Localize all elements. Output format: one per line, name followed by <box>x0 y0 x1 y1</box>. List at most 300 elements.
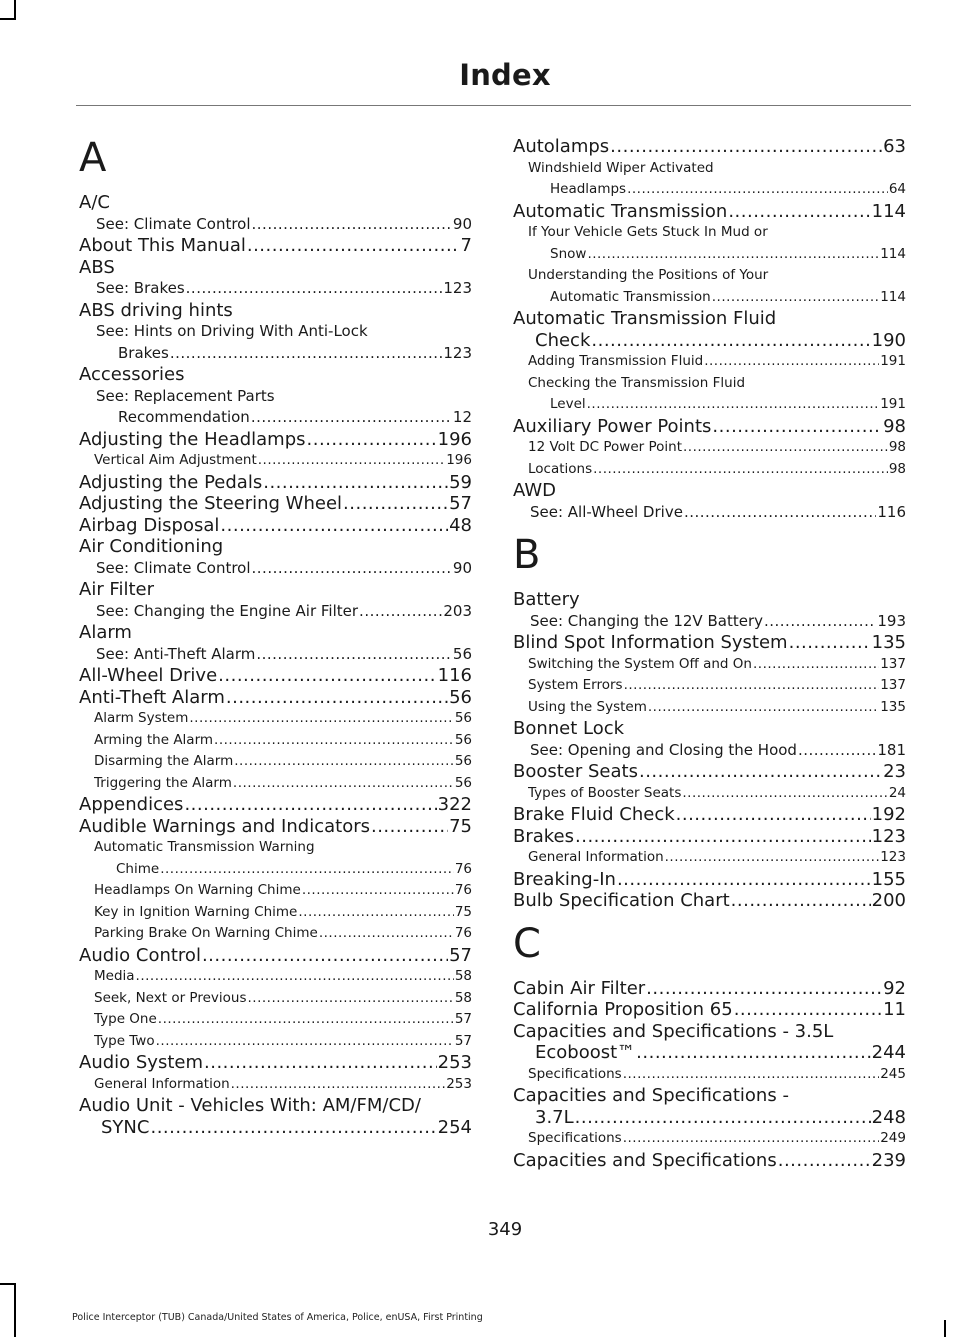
index-subentry[interactable] <box>79 321 472 364</box>
dot-leader <box>798 740 876 762</box>
entry-text: See: Climate Control <box>96 214 251 233</box>
index-subentry[interactable] <box>79 1031 472 1053</box>
entry-text: About This Manual <box>79 235 246 256</box>
entry-text: Capacities and Specifications - 3.5L <box>513 1020 834 1042</box>
entry-text: 12 Volt DC Power Point <box>528 439 682 455</box>
page-ref: 75 <box>454 903 472 920</box>
dot-leader <box>712 416 882 438</box>
index-entry[interactable] <box>513 480 906 502</box>
dot-leader <box>371 816 448 838</box>
page-ref: 322 <box>437 794 472 815</box>
dot-leader <box>610 136 882 158</box>
index-entry[interactable] <box>79 687 472 709</box>
index-entry[interactable] <box>79 665 472 687</box>
index-subentry[interactable] <box>513 847 906 869</box>
index-subentry[interactable] <box>79 880 472 902</box>
page-ref: 56 <box>454 753 472 769</box>
entry-text: Battery <box>513 589 580 610</box>
entry-text: Bulb Specification Chart <box>513 890 730 911</box>
entry-text: Accessories <box>79 364 185 385</box>
page-ref: 137 <box>880 655 906 672</box>
entry-text: See: All-Wheel Drive <box>530 502 683 521</box>
index-entry[interactable] <box>79 300 472 322</box>
entry-text: Checking the Transmission Fluid <box>528 374 746 391</box>
dot-leader <box>204 1052 437 1074</box>
dot-leader <box>220 515 448 537</box>
page-ref: 90 <box>452 558 472 577</box>
dot-leader <box>160 859 454 881</box>
dot-leader <box>256 644 452 666</box>
index-entry[interactable] <box>513 308 906 351</box>
page-ref: 56 <box>452 644 472 663</box>
index-subentry[interactable] <box>79 966 472 988</box>
index-entry[interactable] <box>79 493 472 515</box>
index-subentry[interactable] <box>513 222 906 265</box>
page-ref: 200 <box>871 890 906 911</box>
entry-text: Specifications <box>528 1065 622 1082</box>
index-subentry[interactable] <box>79 1074 472 1096</box>
dot-leader <box>575 826 871 848</box>
entry-text: ABS <box>79 256 115 278</box>
entry-text: General Information <box>94 1075 230 1092</box>
section-letter: C <box>513 920 541 967</box>
dot-leader <box>170 343 443 365</box>
index-entry[interactable] <box>79 536 472 558</box>
entry-text-continued: Check <box>535 329 591 351</box>
page-ref: 56 <box>454 710 472 726</box>
page-ref: 114 <box>880 245 906 262</box>
index-subentry[interactable] <box>79 902 472 924</box>
dot-leader <box>218 665 436 687</box>
crop-mark <box>0 18 16 20</box>
dot-leader <box>226 687 448 709</box>
page-ref: 24 <box>888 784 906 801</box>
page-ref: 64 <box>888 181 906 197</box>
entry-text: Key in Ignition Warning Chime <box>94 903 298 920</box>
dot-leader <box>247 988 453 1010</box>
index-subentry[interactable] <box>513 502 906 524</box>
entry-text: Brake Fluid Check <box>513 804 675 825</box>
entry-text: Brakes <box>513 825 575 847</box>
dot-leader <box>233 773 454 795</box>
entry-text: Booster Seats <box>513 761 638 782</box>
dot-leader <box>764 611 876 633</box>
index-entry[interactable] <box>79 945 472 967</box>
index-subentry[interactable] <box>513 265 906 308</box>
entry-text: See: Changing the 12V Battery <box>530 611 763 630</box>
dot-leader <box>704 351 879 373</box>
index-entry[interactable] <box>513 1021 906 1064</box>
entry-text: Blind Spot Information System <box>513 632 788 653</box>
entry-text-continued: Brakes <box>118 343 169 362</box>
entry-text: Breaking-In <box>513 868 616 890</box>
index-subentry[interactable] <box>513 373 906 416</box>
dot-leader <box>734 999 882 1021</box>
page-ref: 23 <box>883 761 906 782</box>
index-subentry[interactable] <box>513 740 906 762</box>
dot-leader <box>639 761 882 783</box>
index-subentry[interactable] <box>79 601 472 623</box>
dot-leader <box>234 751 454 773</box>
page-ref: 76 <box>454 925 472 941</box>
index-entry[interactable] <box>79 622 472 644</box>
dot-leader <box>307 429 437 451</box>
entry-text: Appendices <box>79 794 184 815</box>
index-entry[interactable] <box>513 416 906 438</box>
entry-text: Auxiliary Power Points <box>513 415 712 437</box>
dot-leader <box>158 1009 454 1031</box>
entry-text: See: Brakes <box>96 279 185 297</box>
dot-leader <box>214 730 454 752</box>
dot-leader <box>251 407 452 429</box>
entry-text: Windshield Wiper Activated <box>528 159 714 176</box>
page-ref: 155 <box>871 868 906 890</box>
dot-leader <box>665 847 880 869</box>
entry-text: Triggering the Alarm <box>94 774 232 791</box>
index-entry[interactable] <box>79 1052 472 1074</box>
page-ref: 76 <box>454 860 472 877</box>
dot-leader <box>587 244 879 266</box>
index-subentry[interactable] <box>513 675 906 697</box>
entry-text-continued: Recommendation <box>118 408 250 426</box>
page-ref: 244 <box>871 1042 906 1063</box>
dot-leader <box>184 794 436 816</box>
index-subentry[interactable] <box>513 437 906 459</box>
entry-text: All-Wheel Drive <box>79 665 218 686</box>
page-ref: 191 <box>880 353 906 369</box>
entry-text-continued: Headlamps <box>550 181 627 197</box>
crop-mark <box>14 1283 16 1337</box>
index-subentry[interactable] <box>513 1064 906 1086</box>
page-ref: 193 <box>877 611 906 630</box>
page-ref: 56 <box>454 774 472 791</box>
entry-text: Specifications <box>528 1130 622 1146</box>
page-ref: 7 <box>460 235 472 256</box>
page-ref: 58 <box>454 989 472 1006</box>
index-subentry[interactable] <box>79 730 472 752</box>
entry-text: Locations <box>528 460 593 477</box>
page-ref: 137 <box>880 677 906 693</box>
index-subentry[interactable] <box>79 773 472 795</box>
entry-text: System Errors <box>528 677 623 693</box>
entry-text: Adjusting the Headlamps <box>79 428 306 450</box>
dot-leader <box>731 890 871 912</box>
dot-leader <box>359 601 442 623</box>
dot-leader <box>683 437 888 459</box>
dot-leader <box>646 978 882 1000</box>
index-entry[interactable] <box>513 826 906 848</box>
entry-text: Using the System <box>528 698 647 715</box>
page-ref: 12 <box>452 408 472 426</box>
entry-text: See: Anti-Theft Alarm <box>96 644 256 663</box>
index-entry[interactable] <box>79 1095 472 1138</box>
index-entry[interactable] <box>79 794 472 816</box>
entry-text: Cabin Air Filter <box>513 977 646 999</box>
entry-text: Bonnet Lock <box>513 718 625 739</box>
page-ref: 181 <box>877 740 906 759</box>
entry-text: Vertical Aim Adjustment <box>94 452 257 468</box>
entry-text: See: Replacement Parts <box>96 386 275 405</box>
entry-text: If Your Vehicle Gets Stuck In Mud or <box>528 224 768 240</box>
section-letter: B <box>513 532 541 578</box>
dot-leader <box>789 632 871 654</box>
dot-leader <box>624 675 880 697</box>
page-ref: 56 <box>449 686 472 708</box>
page-ref: 239 <box>871 1149 906 1171</box>
dot-leader <box>648 697 879 719</box>
entry-text: Air Conditioning <box>79 536 224 557</box>
index-entry[interactable] <box>513 1150 906 1172</box>
page-ref: 114 <box>871 200 906 222</box>
page-ref: 190 <box>871 329 906 351</box>
index-subentry[interactable] <box>79 214 472 236</box>
entry-text: Anti-Theft Alarm <box>79 686 225 708</box>
dot-leader <box>712 287 879 309</box>
index-subentry[interactable] <box>79 558 472 580</box>
page-ref: 249 <box>880 1130 906 1146</box>
index-subentry[interactable] <box>513 611 906 633</box>
entry-text-continued: 3.7L <box>535 1106 574 1128</box>
index-entry[interactable] <box>79 515 472 537</box>
entry-text: Adjusting the Pedals <box>79 471 263 493</box>
entry-text: ABS driving hints <box>79 299 233 321</box>
entry-text: Capacities and Specifications - <box>513 1085 789 1106</box>
entry-text-continued: SYNC <box>101 1116 150 1138</box>
page-ref: 11 <box>883 999 906 1020</box>
entry-text: Understanding the Positions of Your <box>528 267 769 283</box>
dot-leader <box>591 330 870 352</box>
dot-leader <box>298 902 453 924</box>
entry-text: Air Filter <box>79 579 155 600</box>
page-ref: 98 <box>888 439 906 455</box>
index-entry[interactable] <box>513 136 906 158</box>
dot-leader <box>684 502 876 524</box>
dot-leader <box>753 654 879 676</box>
crop-mark <box>944 1320 946 1337</box>
dot-leader <box>623 1128 880 1150</box>
entry-text: See: Opening and Closing the Hood <box>530 740 797 759</box>
entry-text: Media <box>94 968 135 984</box>
page-ref: 92 <box>883 977 906 999</box>
entry-text: Type Two <box>94 1032 155 1049</box>
dot-leader <box>252 558 452 580</box>
page-title: Index <box>459 58 551 92</box>
dot-leader <box>676 804 871 826</box>
page-ref: 123 <box>443 343 472 362</box>
page-ref: 57 <box>449 944 472 966</box>
page-ref: 135 <box>871 632 906 653</box>
dot-leader <box>593 459 888 481</box>
index-subentry[interactable] <box>79 386 472 429</box>
page-ref: 57 <box>449 493 472 514</box>
page-ref: 48 <box>449 514 472 536</box>
page-ref: 75 <box>449 815 472 837</box>
index-subentry[interactable] <box>79 751 472 773</box>
page-ref: 248 <box>871 1106 906 1128</box>
crop-mark <box>0 1283 16 1285</box>
page-ref: 76 <box>454 882 472 898</box>
entry-text: Automatic Transmission Fluid <box>513 308 777 329</box>
index-entry[interactable] <box>513 890 906 912</box>
dot-leader <box>343 493 448 515</box>
entry-text: Audio System <box>79 1052 204 1073</box>
page-ref: 191 <box>880 396 906 412</box>
dot-leader <box>136 966 454 988</box>
index-subentry[interactable] <box>513 459 906 481</box>
page-ref: 98 <box>888 460 906 477</box>
index-subentry[interactable] <box>513 1128 906 1150</box>
entry-text: AWD <box>513 480 556 501</box>
page-ref: 254 <box>437 1116 472 1138</box>
dot-leader <box>778 1150 871 1172</box>
page-ref: 116 <box>437 665 472 686</box>
index-entry[interactable] <box>513 718 906 740</box>
dot-leader <box>627 179 888 201</box>
dot-leader <box>302 880 454 902</box>
page-ref: 90 <box>452 214 472 233</box>
entry-text-continued: Ecoboost™ <box>535 1042 636 1063</box>
dot-leader <box>186 278 443 300</box>
crop-mark <box>14 0 16 20</box>
dot-leader <box>247 235 460 257</box>
entry-text: Autolamps <box>513 136 610 157</box>
index-subentry[interactable] <box>513 654 906 676</box>
entry-text: Disarming the Alarm <box>94 753 234 769</box>
index-entry[interactable] <box>79 257 472 279</box>
dot-leader <box>189 708 453 730</box>
entry-text: Automatic Transmission Warning <box>94 839 315 855</box>
page-ref: 58 <box>454 968 472 984</box>
page-ref: 98 <box>883 415 906 437</box>
entry-text: A/C <box>79 192 110 213</box>
index-subentry[interactable] <box>513 158 906 201</box>
dot-leader <box>575 1107 871 1129</box>
dot-leader <box>252 214 452 236</box>
index-entry[interactable] <box>513 201 906 223</box>
index-entry[interactable] <box>79 579 472 601</box>
page-ref: 57 <box>454 1011 472 1027</box>
index-entry[interactable] <box>79 235 472 257</box>
entry-text-continued: Automatic Transmission <box>550 288 711 305</box>
dot-leader <box>319 923 454 945</box>
index-subentry[interactable] <box>513 697 906 719</box>
page-ref: 123 <box>443 279 472 297</box>
dot-leader <box>156 1031 454 1053</box>
header-rule <box>76 105 911 106</box>
dot-leader <box>231 1074 446 1096</box>
entry-text-continued: Chime <box>116 860 160 877</box>
index-subentry[interactable] <box>513 783 906 805</box>
dot-leader <box>263 472 448 494</box>
index-entry[interactable] <box>79 192 472 214</box>
entry-text: Adjusting the Steering Wheel <box>79 493 343 514</box>
entry-text: Capacities and Specifications <box>513 1149 777 1171</box>
page-ref: 203 <box>443 601 472 620</box>
page-ref: 196 <box>446 452 472 468</box>
index-subentry[interactable] <box>79 988 472 1010</box>
page-ref: 114 <box>880 288 906 305</box>
entry-text: Audio Unit - Vehicles With: AM/FM/CD/ <box>79 1095 421 1116</box>
page-number: 349 <box>487 1219 523 1240</box>
entry-text: Audio Control <box>79 944 201 966</box>
page-ref: 56 <box>454 731 472 748</box>
dot-leader <box>202 945 448 967</box>
entry-text-continued: Snow <box>550 245 587 262</box>
entry-text: Switching the System Off and On <box>528 655 752 672</box>
dot-leader <box>728 201 870 223</box>
footer-text: Police Interceptor (TUB) Canada/United States of America, Police, enUSA, First Printing <box>72 1312 483 1323</box>
index-subentry[interactable] <box>79 708 472 730</box>
index-entry[interactable] <box>513 1085 906 1128</box>
dot-leader <box>617 869 871 891</box>
index-column-left <box>79 136 472 1138</box>
entry-text: Parking Brake On Warning Chime <box>94 925 318 941</box>
dot-leader <box>636 1042 870 1064</box>
page-ref: 245 <box>880 1065 906 1082</box>
entry-text: Adding Transmission Fluid <box>528 353 704 369</box>
dot-leader <box>258 450 445 472</box>
index-entry[interactable] <box>79 472 472 494</box>
index-entry[interactable] <box>513 589 906 611</box>
index-column-right <box>513 136 906 1171</box>
entry-text: Seek, Next or Previous <box>94 989 247 1006</box>
index-entry[interactable] <box>79 429 472 451</box>
index-subentry[interactable] <box>79 644 472 666</box>
section-letter: A <box>79 135 107 181</box>
index-entry[interactable] <box>79 364 472 386</box>
entry-text: California Proposition 65 <box>513 999 733 1020</box>
entry-text: Type One <box>94 1011 157 1027</box>
dot-leader <box>682 783 887 805</box>
page-ref: 196 <box>437 428 472 450</box>
index-entry[interactable] <box>513 761 906 783</box>
entry-text: Types of Booster Seats <box>528 784 682 801</box>
dot-leader <box>150 1117 436 1139</box>
page-ref: 123 <box>871 825 906 847</box>
index-subentry[interactable] <box>79 450 472 472</box>
index-entry[interactable] <box>79 816 472 838</box>
dot-leader <box>587 394 880 416</box>
index-subentry[interactable] <box>79 1009 472 1031</box>
page-ref: 253 <box>446 1075 472 1092</box>
index-subentry[interactable] <box>513 351 906 373</box>
index-subentry[interactable] <box>79 837 472 880</box>
dot-leader <box>623 1064 880 1086</box>
entry-text: Arming the Alarm <box>94 731 214 748</box>
page-ref: 63 <box>883 136 906 157</box>
page-ref: 253 <box>437 1052 472 1073</box>
entry-text: Headlamps On Warning Chime <box>94 882 301 898</box>
entry-text: Automatic Transmission <box>513 200 728 222</box>
entry-text: Airbag Disposal <box>79 514 220 536</box>
index-subentry[interactable] <box>79 278 472 300</box>
index-subentry[interactable] <box>79 923 472 945</box>
index-entry[interactable] <box>513 804 906 826</box>
entry-text: See: Hints on Driving With Anti-Lock <box>96 322 368 340</box>
page-ref: 123 <box>880 849 906 865</box>
index-entry[interactable] <box>513 978 906 1000</box>
entry-text: Alarm <box>79 622 132 643</box>
entry-text: See: Changing the Engine Air Filter <box>96 601 359 620</box>
entry-text: See: Climate Control <box>96 558 251 577</box>
index-entry[interactable] <box>513 999 906 1021</box>
entry-text: Audible Warnings and Indicators <box>79 815 370 837</box>
page-ref: 135 <box>880 698 906 715</box>
entry-text: Alarm System <box>94 710 189 726</box>
entry-text-continued: Level <box>550 396 586 412</box>
index-entry[interactable] <box>513 869 906 891</box>
index-entry[interactable] <box>513 632 906 654</box>
